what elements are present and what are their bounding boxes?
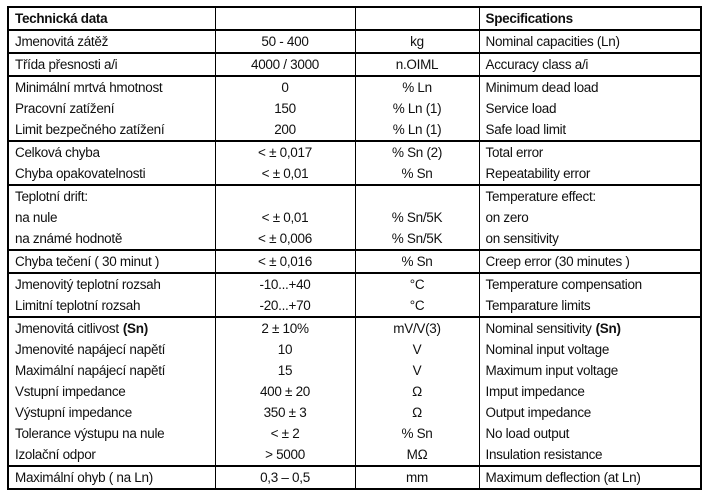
english-label-text: Repeatability error — [485, 166, 591, 181]
czech-label-text: Limitní teplotní rozsah — [15, 298, 141, 313]
czech-label-text: Teplotní drift: — [15, 189, 88, 204]
table-row — [8, 76, 701, 98]
header-english-title: Specifications — [479, 7, 701, 30]
value-cell: 350 ± 3 — [215, 402, 355, 423]
header-czech-title: Technická data — [8, 7, 215, 30]
value-cell — [215, 185, 355, 207]
english-label-text: Temperature compensation — [485, 277, 642, 292]
czech-label-cell — [8, 295, 215, 317]
english-label-text: Imput impedance — [485, 384, 585, 399]
english-label-text: Output impedance — [485, 405, 592, 420]
english-label-text: Minimum dead load — [485, 80, 599, 95]
czech-label-text: Vstupní impedance — [15, 384, 126, 399]
english-label-text: Service load — [485, 101, 557, 116]
english-label-text: Temparature limits — [485, 298, 591, 313]
czech-label-text: Výstupní impedance — [15, 405, 132, 420]
english-label-cell — [479, 250, 701, 273]
spec-table-body — [8, 30, 701, 489]
table-row — [8, 207, 701, 228]
czech-label-text: Maximální napájecí napětí — [15, 363, 166, 378]
czech-label-cell — [8, 53, 215, 76]
english-label-cell — [479, 466, 701, 489]
czech-label-cell — [8, 381, 215, 402]
unit-cell: % Sn/5K — [355, 228, 479, 250]
english-label-text: Nominal sensitivity — [485, 321, 592, 336]
czech-label-cell — [8, 185, 215, 207]
czech-label-cell — [8, 317, 215, 339]
english-label-cell — [479, 98, 701, 119]
value-cell: 150 — [215, 98, 355, 119]
spec-table — [7, 6, 702, 490]
english-label-text: Insulation resistance — [485, 447, 603, 462]
table-row — [8, 98, 701, 119]
value-cell: < ± 0,01 — [215, 207, 355, 228]
czech-label-text: Třída přesnosti a/i — [15, 57, 118, 72]
english-label-cell — [479, 185, 701, 207]
english-label-text: Total error — [485, 145, 543, 160]
table-row — [8, 250, 701, 273]
czech-label-cell — [8, 466, 215, 489]
unit-cell: MΩ — [355, 444, 479, 466]
header-unit-spacer — [355, 7, 479, 30]
czech-label-cell — [8, 207, 215, 228]
table-row — [8, 295, 701, 317]
english-label-text: on zero — [485, 210, 529, 225]
english-label-text: Safe load limit — [485, 122, 566, 137]
value-cell: 50 - 400 — [215, 30, 355, 53]
table-row — [8, 163, 701, 185]
czech-label-cell — [8, 360, 215, 381]
table-row — [8, 444, 701, 466]
english-label-text: No load output — [485, 426, 570, 441]
unit-cell: % Sn — [355, 163, 479, 185]
czech-label-text: na známé hodnotě — [15, 231, 123, 246]
czech-label-cell — [8, 444, 215, 466]
english-label-cell — [479, 141, 701, 163]
english-label-cell — [479, 423, 701, 444]
czech-label-cell — [8, 273, 215, 295]
czech-label-text: Chyba opakovatelnosti — [15, 166, 146, 181]
unit-cell: % Sn — [355, 250, 479, 273]
table-row — [8, 119, 701, 141]
english-label-cell — [479, 402, 701, 423]
unit-cell — [355, 185, 479, 207]
english-label-cell — [479, 360, 701, 381]
unit-cell: % Ln (1) — [355, 119, 479, 141]
value-cell: 0,3 – 0,5 — [215, 466, 355, 489]
spec-table-container — [7, 6, 702, 490]
value-cell: < ± 2 — [215, 423, 355, 444]
value-cell: 10 — [215, 339, 355, 360]
czech-label-text: Celková chyba — [15, 145, 100, 160]
english-label-cell — [479, 444, 701, 466]
unit-cell: Ω — [355, 402, 479, 423]
unit-cell: Ω — [355, 381, 479, 402]
czech-label-cell — [8, 141, 215, 163]
english-label-cell — [479, 119, 701, 141]
czech-label-text: Tolerance výstupu na nule — [15, 426, 165, 441]
unit-cell: % Sn/5K — [355, 207, 479, 228]
czech-label-cell — [8, 423, 215, 444]
value-cell: 200 — [215, 119, 355, 141]
english-label-text: Maximum deflection (at Ln) — [485, 470, 641, 485]
table-row — [8, 466, 701, 489]
spec-table-header — [8, 7, 701, 30]
table-row — [8, 317, 701, 339]
english-label-text: on sensitivity — [485, 231, 559, 246]
unit-cell: kg — [355, 30, 479, 53]
english-label-cell — [479, 339, 701, 360]
table-row — [8, 30, 701, 53]
value-cell: 0 — [215, 76, 355, 98]
english-label-text: Accuracy class a/i — [485, 57, 589, 72]
table-row — [8, 360, 701, 381]
english-label-cell — [479, 381, 701, 402]
english-label-cell — [479, 53, 701, 76]
english-label-text: Temperature effect: — [485, 189, 596, 204]
czech-label-cell — [8, 339, 215, 360]
table-row — [8, 53, 701, 76]
english-label-cell — [479, 207, 701, 228]
czech-label-text: Jmenovitá zátěž — [15, 34, 109, 49]
value-cell: < ± 0,006 — [215, 228, 355, 250]
header-value-spacer — [215, 7, 355, 30]
unit-cell: mm — [355, 466, 479, 489]
value-cell: 2 ± 10% — [215, 317, 355, 339]
czech-label-cell — [8, 228, 215, 250]
unit-cell: % Ln (1) — [355, 98, 479, 119]
czech-label-cell — [8, 250, 215, 273]
czech-label-text: Maximální ohyb ( na Ln) — [15, 470, 153, 485]
english-label-cell — [479, 273, 701, 295]
unit-cell: °C — [355, 295, 479, 317]
value-cell: < ± 0,01 — [215, 163, 355, 185]
czech-label-text: Jmenovité napájecí napětí — [15, 342, 166, 357]
table-row — [8, 141, 701, 163]
table-row — [8, 381, 701, 402]
value-cell: 400 ± 20 — [215, 381, 355, 402]
unit-cell: °C — [355, 273, 479, 295]
table-row — [8, 423, 701, 444]
english-label-cell — [479, 295, 701, 317]
czech-label-text: Chyba tečení ( 30 minut ) — [15, 254, 160, 269]
unit-cell: % Sn — [355, 423, 479, 444]
czech-label-cell — [8, 402, 215, 423]
english-label-cell — [479, 30, 701, 53]
czech-label-cell — [8, 30, 215, 53]
table-row — [8, 185, 701, 207]
unit-cell: % Sn (2) — [355, 141, 479, 163]
english-label-cell — [479, 317, 701, 339]
czech-label-text: Pracovní zatížení — [15, 101, 115, 116]
table-row — [8, 339, 701, 360]
value-cell: < ± 0,017 — [215, 141, 355, 163]
czech-label-text: Izolační odpor — [15, 447, 96, 462]
english-label-text: Creep error (30 minutes ) — [485, 254, 630, 269]
value-cell: < ± 0,016 — [215, 250, 355, 273]
czech-label-cell — [8, 98, 215, 119]
english-label-cell — [479, 76, 701, 98]
unit-cell: V — [355, 360, 479, 381]
english-label-cell — [479, 163, 701, 185]
english-label-cell — [479, 228, 701, 250]
czech-label-cell — [8, 163, 215, 185]
unit-cell: % Ln — [355, 76, 479, 98]
header-row — [8, 7, 701, 30]
czech-label-text: Jmenovitý teplotní rozsah — [15, 277, 161, 292]
czech-label-cell — [8, 76, 215, 98]
value-cell: > 5000 — [215, 444, 355, 466]
value-cell: -20...+70 — [215, 295, 355, 317]
english-label-text: Nominal input voltage — [485, 342, 610, 357]
unit-cell: n.OIML — [355, 53, 479, 76]
czech-label-bold: (Sn) — [122, 321, 148, 336]
table-row — [8, 273, 701, 295]
english-label-text: Nominal capacities (Ln) — [485, 34, 620, 49]
value-cell: -10...+40 — [215, 273, 355, 295]
english-label-bold: (Sn) — [595, 321, 621, 336]
unit-cell: mV/V(3) — [355, 317, 479, 339]
czech-label-text: na nule — [15, 210, 58, 225]
czech-label-text: Jmenovitá citlivost — [15, 321, 119, 336]
table-row — [8, 402, 701, 423]
czech-label-text: Minimální mrtvá hmotnost — [15, 80, 163, 95]
value-cell: 4000 / 3000 — [215, 53, 355, 76]
czech-label-text: Limit bezpečného zatížení — [15, 122, 165, 137]
unit-cell: V — [355, 339, 479, 360]
value-cell: 15 — [215, 360, 355, 381]
table-row — [8, 228, 701, 250]
czech-label-cell — [8, 119, 215, 141]
english-label-text: Maximum input voltage — [485, 363, 619, 378]
